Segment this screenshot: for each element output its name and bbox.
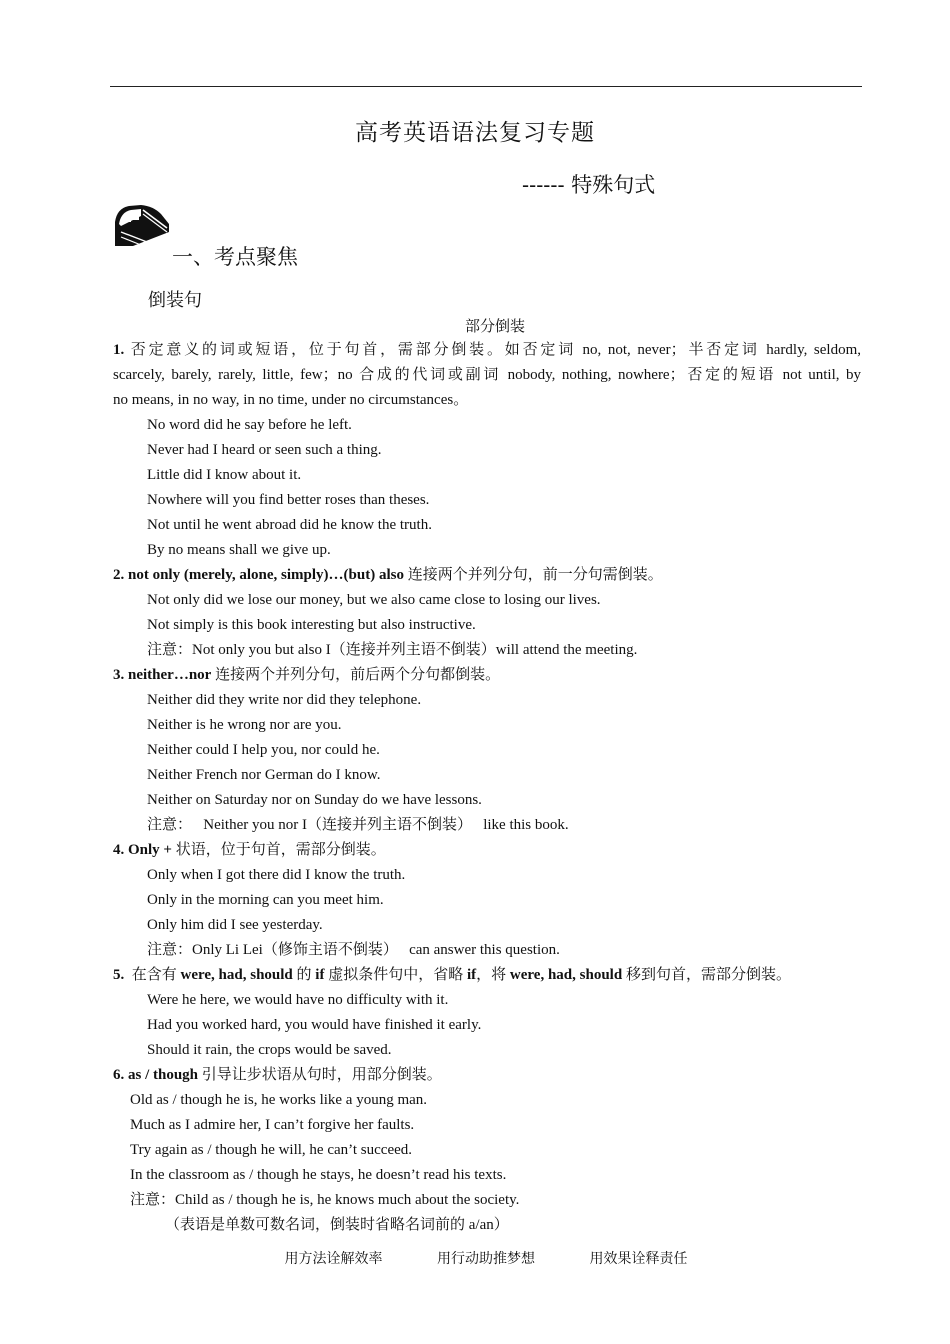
rule-text: 的 (292, 967, 316, 983)
rule-text: 引导让步状语从句时，用部分倒装。 (198, 1067, 442, 1083)
rule-keyword: were, had, should (509, 967, 623, 983)
example-line: Try again as / though he will, he can’t succeed. (130, 1142, 413, 1158)
note-line: 注意： Neither you nor I（连接并列主语不倒装） like this book. (147, 817, 569, 833)
main-content (113, 338, 861, 1238)
header-rule (110, 86, 862, 87)
rule-text: ，将 (476, 967, 510, 983)
note-line: 注意：Only Li Lei（修饰主语不倒装） can answer this question. (147, 942, 560, 958)
rule-6-line (113, 1063, 861, 1088)
example-line: Neither could I help you, nor could he. (147, 742, 380, 758)
footer-slogan-1: 用方法诠解效率 (284, 1251, 383, 1267)
example-line: Never had I heard or seen such a thing. (147, 442, 382, 458)
rule-keyword: 6. as / though (113, 1067, 199, 1083)
note-line: 注意：Child as / though he is, he knows much about the society. (130, 1192, 520, 1208)
page-subtitle: ------ 特殊句式 (522, 173, 656, 197)
rule-4-line (113, 838, 861, 863)
note-line: 注意：Not only you but also I（连接并列主语不倒装）will attend the meeting. (147, 642, 638, 658)
example-line: Neither French nor German do I know. (147, 767, 381, 783)
example-line: Much as I admire her, I can’t forgive her faults. (130, 1117, 415, 1133)
example-line: Neither is he wrong nor are you. (147, 717, 342, 733)
rule-2-line (113, 563, 861, 588)
example-line: Not only did we lose our money, but we also came close to losing our lives. (147, 592, 601, 608)
example-line: Should it rain, the crops would be saved. (147, 1042, 392, 1058)
rule-1-line-2: scarcely, barely, rarely, little, few；no 合成的代词或副词 nobody, nothing, nowhere；否定的短语 not until, by (113, 367, 861, 383)
example-line: Little did I know about it. (147, 467, 302, 483)
rule-1-line-3: no means, in no way, in no time, under no circumstances。 (113, 392, 469, 408)
example-line: Nowhere will you find better roses than theses. (147, 492, 430, 508)
rule-text: 连接两个并列分句，前后两个分句都倒装。 (211, 667, 501, 683)
train-icon (113, 202, 171, 247)
example-line: In the classroom as / though he stays, he doesn’t read his texts. (130, 1167, 507, 1183)
example-line: Only when I got there did I know the truth. (147, 867, 406, 883)
rule-keyword: if (466, 967, 477, 983)
example-line: Neither did they write nor did they telephone. (147, 692, 422, 708)
rule-text: 连接两个并列分句，前一分句需倒装。 (403, 567, 663, 583)
rule-keyword: 3. neither…nor (113, 667, 212, 683)
example-line: Not simply is this book interesting but also instructive. (147, 617, 476, 633)
rule-number: 5. (113, 967, 125, 983)
section-heading: 一、考点聚焦 (172, 245, 298, 269)
example-line: Neither on Saturday nor on Sunday do we have lessons. (147, 792, 482, 808)
rule-keyword: were, had, should (180, 967, 293, 983)
example-line: Had you worked hard, you would have finished it early. (147, 1017, 482, 1033)
example-line: No word did he say before he left. (147, 417, 352, 433)
rule-keyword: 2. not only (merely, alone, simply)…(but) also (113, 567, 404, 583)
rule-keyword: 4. Only + (113, 842, 172, 858)
rule-3-line (113, 663, 861, 688)
example-line: By no means shall we give up. (147, 542, 331, 558)
rule-text: 在含有 (124, 967, 181, 983)
rule-5-line (113, 963, 861, 988)
rule-number: 1. (113, 342, 125, 358)
rule-keyword: if (315, 967, 325, 983)
rule-text: 状语，位于句首，需部分倒装。 (171, 842, 386, 858)
rule-text: 否定意义的词或短语，位于句首，需部分倒装。如否定词 no, not, never；半否定词 hardly, seldom, (124, 342, 861, 358)
page-footer (0, 1248, 950, 1268)
rule-1-line-1 (113, 338, 861, 363)
note-line: （表语是单数可数名词，倒装时省略名词前的 a/an） (165, 1217, 509, 1233)
subsection-heading: 倒装句 (148, 290, 202, 311)
page-title: 高考英语语法复习专题 (355, 120, 595, 146)
example-line: Not until he went abroad did he know the truth. (147, 517, 432, 533)
rule-text: 移到句首，需部分倒装。 (622, 967, 791, 983)
example-line: Only in the morning can you meet him. (147, 892, 384, 908)
example-line: Only him did I see yesterday. (147, 917, 323, 933)
center-heading: 部分倒装 (464, 317, 525, 335)
rule-text: 虚拟条件句中，省略 (324, 967, 467, 983)
footer-slogan-2: 用行动助推梦想 (437, 1251, 535, 1267)
example-line: Were he here, we would have no difficulty with it. (147, 992, 449, 1008)
example-line: Old as / though he is, he works like a young man. (130, 1092, 428, 1108)
footer-slogan-3: 用效果诠释责任 (589, 1251, 688, 1267)
